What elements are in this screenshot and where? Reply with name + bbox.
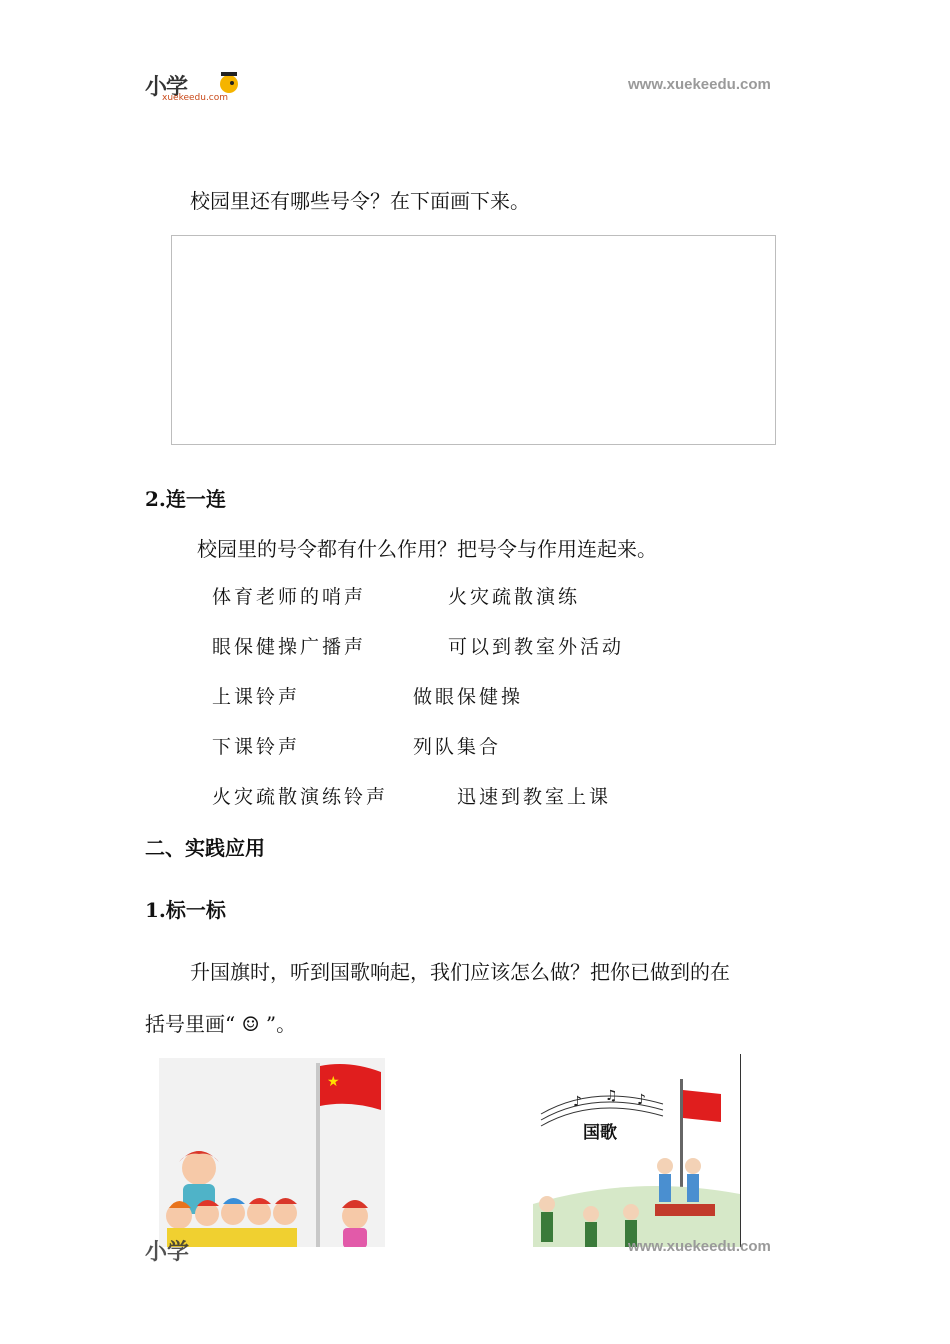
logo-text: 小学 bbox=[145, 75, 188, 100]
svg-text:★: ★ bbox=[327, 1074, 340, 1090]
practice-subheading: 1.标一标 bbox=[145, 898, 226, 922]
match-right-item: 可以到教室外活动 bbox=[448, 636, 625, 658]
match-right-item: 迅速到教室上课 bbox=[457, 786, 612, 808]
match-left-item: 火灾疏散演练铃声 bbox=[212, 786, 389, 808]
match-prompt: 校园里的号令都有什么作用？把号令与作用连起来。 bbox=[197, 537, 657, 561]
logo-subtext: xuekeedu.com bbox=[162, 93, 229, 103]
svg-text:♪: ♪ bbox=[573, 1094, 582, 1110]
anthem-illustration bbox=[533, 1054, 740, 1247]
match-left-item: 眼保健操广播声 bbox=[212, 636, 367, 658]
footer-site-url[interactable]: www.xuekeedu.com bbox=[628, 1238, 771, 1255]
draw-prompt: 校园里还有哪些号令？在下面画下来。 bbox=[190, 189, 530, 213]
flag-raising-children-image bbox=[159, 1058, 385, 1247]
practice-line-2: 括号里画“ ☺ ”。 bbox=[145, 1012, 297, 1036]
children-flag-illustration bbox=[159, 1058, 385, 1247]
match-heading: 2.连一连 bbox=[145, 487, 226, 511]
match-left-item: 体育老师的哨声 bbox=[212, 586, 367, 608]
practice-line-1: 升国旗时，听到国歌响起，我们应该怎么做？把你已做到的在 bbox=[190, 960, 730, 984]
match-left-item: 下课铃声 bbox=[212, 736, 301, 758]
match-left-item: 上课铃声 bbox=[212, 686, 301, 708]
match-right-item: 列队集合 bbox=[413, 736, 502, 758]
anthem-label: 国歌 bbox=[583, 1123, 617, 1143]
site-url[interactable]: www.xuekeedu.com bbox=[628, 76, 771, 93]
practice-heading: 二、实践应用 bbox=[145, 836, 265, 860]
svg-text:♫: ♫ bbox=[605, 1088, 618, 1104]
svg-text:♪: ♪ bbox=[637, 1092, 646, 1108]
match-right-item: 火灾疏散演练 bbox=[448, 586, 581, 608]
match-right-item: 做眼保健操 bbox=[413, 686, 524, 708]
drawing-area[interactable] bbox=[171, 235, 776, 445]
footer-logo-text: 小学 bbox=[145, 1240, 190, 1265]
national-anthem-image bbox=[533, 1054, 741, 1247]
